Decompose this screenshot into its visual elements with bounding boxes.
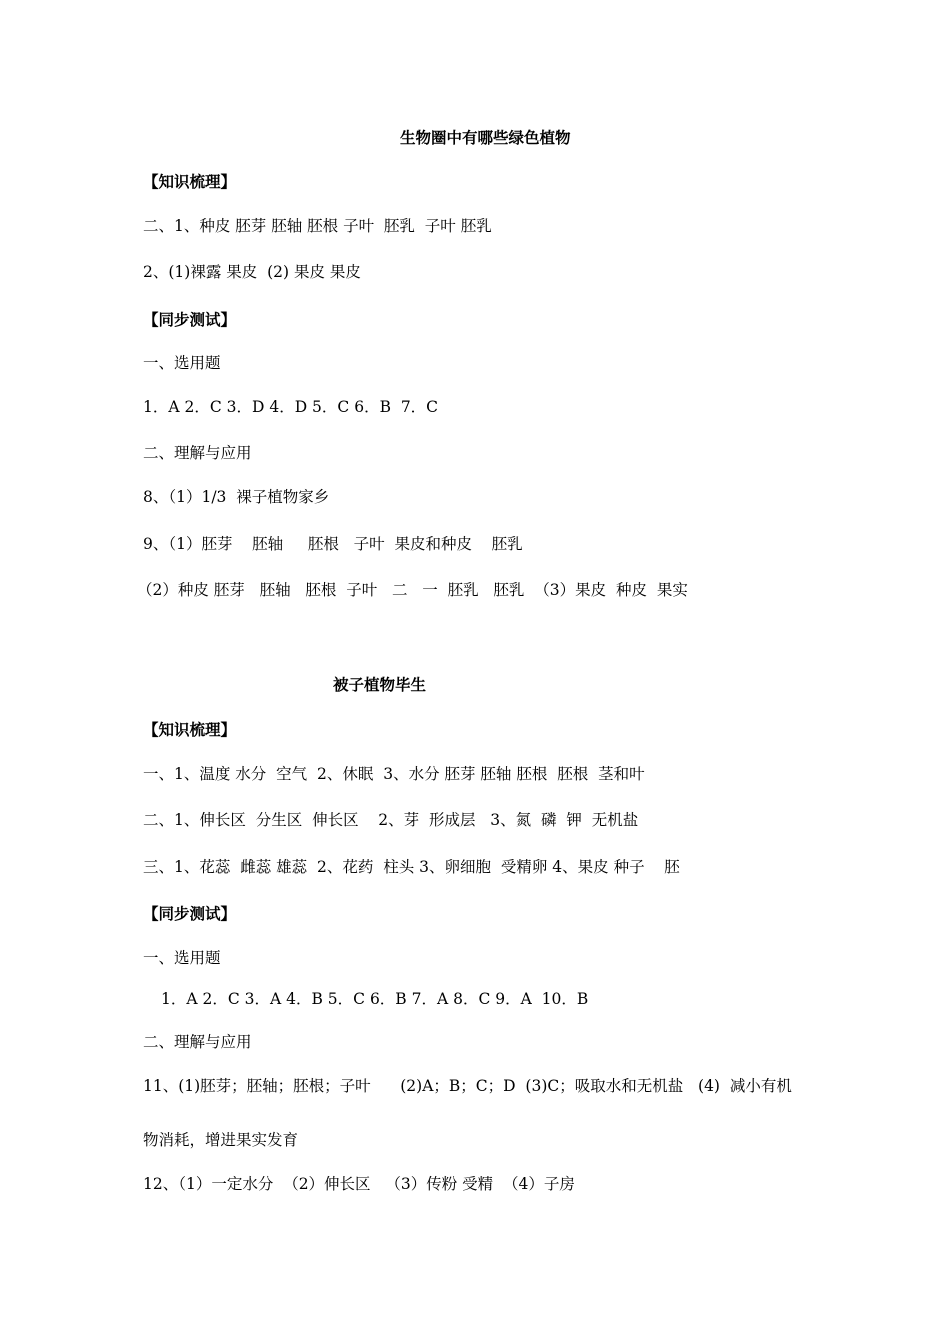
section2-apply-line-1: 11、(1)胚芽；胚轴；胚根；子叶 (2)A；B；C；D (3)C；吸取水和无机盐 (4) 减小有机 [143, 1077, 792, 1095]
section1-apply-line-3: （2）种皮 胚芽 胚轴 胚根 子叶 二 一 胚乳 胚乳 （3）果皮 种皮 果实 [137, 581, 688, 599]
section2-choice-header: 一、选用题 [143, 949, 221, 967]
section2-apply-line-2: 物消耗，增进果实发育 [143, 1131, 299, 1149]
section2-knowledge-line-1: 一、1、温度 水分 空气 2、休眠 3、水分 胚芽 胚轴 胚根 胚根 茎和叶 [143, 765, 645, 783]
section1-apply-line-2: 9、（1）胚芽 胚轴 胚根 子叶 果皮和种皮 胚乳 [143, 535, 523, 553]
section1-title: 生物圈中有哪些绿色植物 [400, 128, 571, 147]
section2-apply-header: 二、理解与应用 [143, 1033, 252, 1051]
section2-apply-line-3: 12、（1）一定水分 （2）伸长区 （3）传粉 受精 （4）子房 [143, 1175, 575, 1193]
section2-title: 被子植物毕生 [333, 675, 427, 694]
section2-test-header: 【同步测试】 [143, 904, 237, 923]
section1-knowledge-header: 【知识梳理】 [143, 172, 237, 191]
section1-knowledge-line-1: 二、1、种皮 胚芽 胚轴 胚根 子叶 胚乳 子叶 胚乳 [143, 217, 492, 235]
section1-apply-line-1: 8、（1）1/3 裸子植物家乡 [143, 488, 330, 506]
section1-apply-header: 二、理解与应用 [143, 444, 252, 462]
section1-choice-answers: 1．A 2．C 3．D 4．D 5．C 6．B 7．C [143, 398, 439, 416]
section1-test-header: 【同步测试】 [143, 310, 237, 329]
section2-choice-answers: 1．A 2．C 3．A 4．B 5．C 6．B 7．A 8．C 9．A 10．B [161, 990, 589, 1008]
section2-knowledge-line-3: 三、1、花蕊 雌蕊 雄蕊 2、花药 柱头 3、卵细胞 受精卵 4、果皮 种子 胚 [143, 858, 680, 876]
section2-knowledge-header: 【知识梳理】 [143, 720, 237, 739]
section1-choice-header: 一、选用题 [143, 354, 221, 372]
section2-knowledge-line-2: 二、1、伸长区 分生区 伸长区 2、芽 形成层 3、氮 磷 钾 无机盐 [143, 811, 639, 829]
section1-knowledge-line-2: 2、(1)裸露 果皮 (2) 果皮 果皮 [143, 263, 361, 281]
